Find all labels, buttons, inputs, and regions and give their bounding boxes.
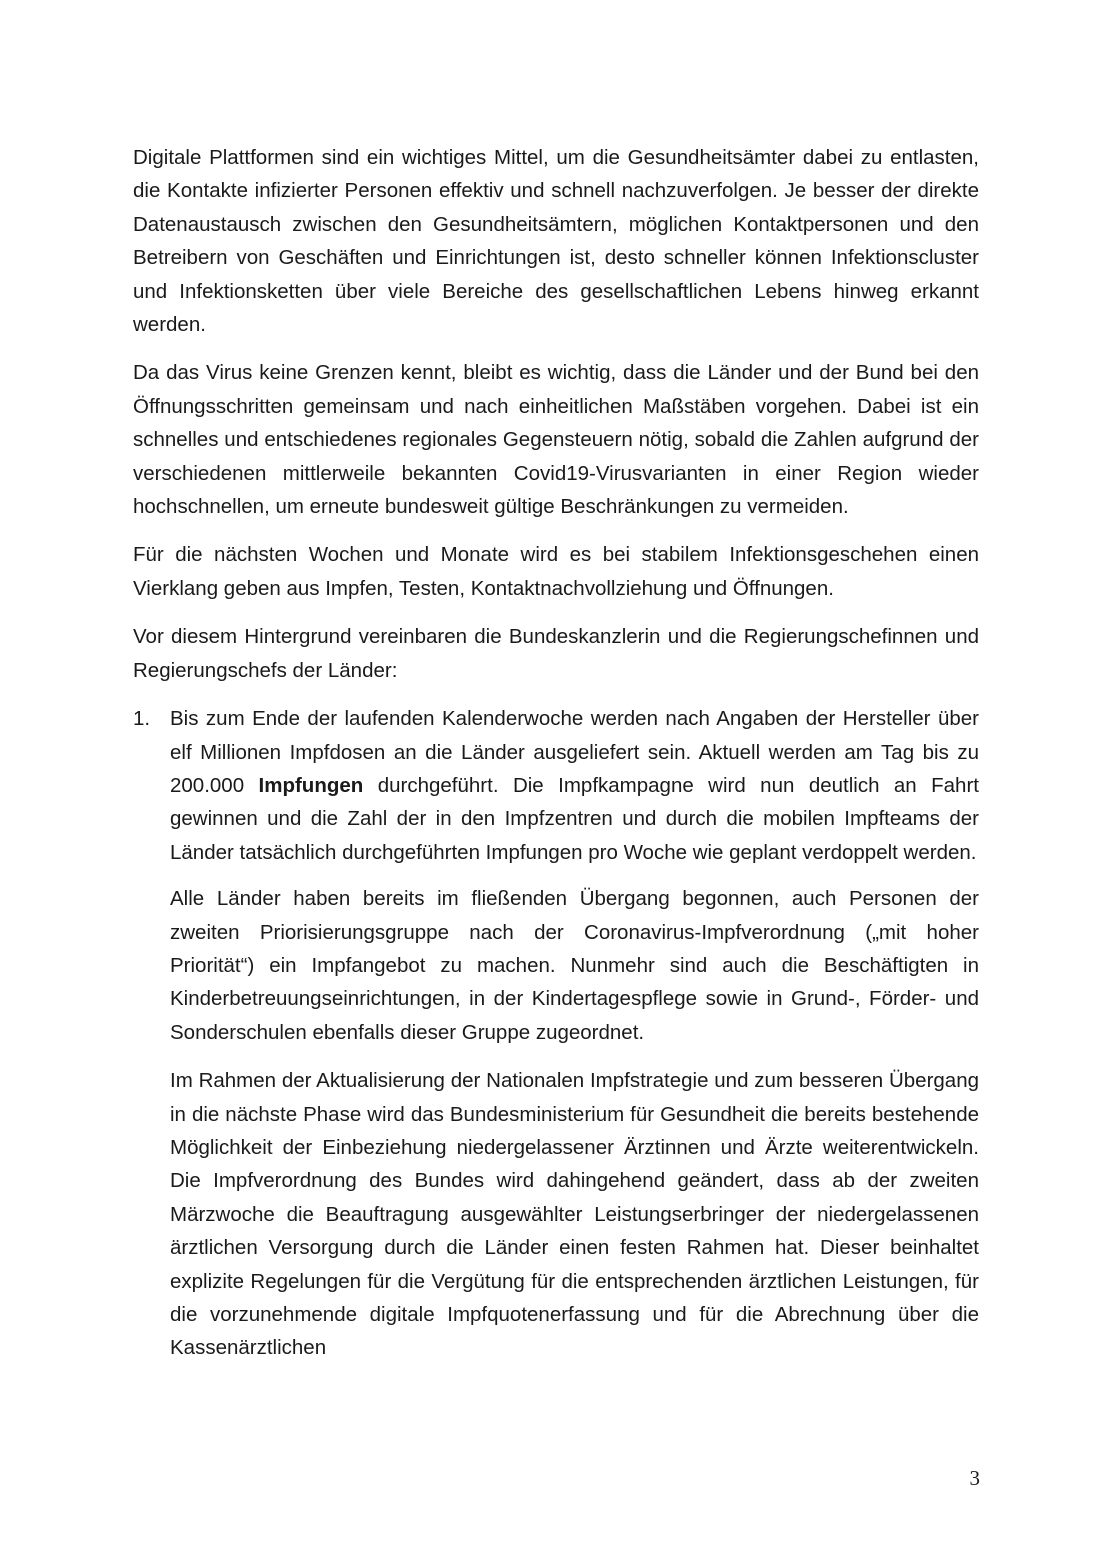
page-number: 3 — [969, 1466, 980, 1490]
document-body — [133, 141, 979, 1365]
list-item-text — [170, 702, 979, 869]
list-item-number: 1. — [133, 707, 151, 731]
paragraph-agreement-intro: Vor diesem Hintergrund vereinbaren die Bundeskanzlerin und die Regierungschefinnen und Regierungschefs der Länder: — [133, 625, 979, 682]
list-item-text-end: durchgeführt. Die Impfkampagne wird nun deutlich an Fahrt gewinnen und die Zahl der in den Impfzentren und durch die mobilen Impfteams der Länder tatsächlich durchgeführten Impfungen pro Woche wie geplant verdoppelt werden. — [170, 773, 979, 864]
list-item-text-start: Bis zum Ende der laufenden Kalenderwoche werden nach Angaben der Hersteller über elf Millionen Impfdosen an die Länder ausgeliefert sein. Aktuell werden am Tag bis zu 200.000 — [170, 707, 979, 797]
paragraph-vaccination-strategy: Im Rahmen der Aktualisierung der Nationalen Impfstrategie und zum besseren Übergang in die nächste Phase wird das Bundesministerium für Gesundheit die bereits bestehende Möglichkeit der Einbeziehung niedergelassener Ärztinnen und Ärzte weiterentwickeln. Die Impfverordnung des Bundes wird dahingehend geändert, dass ab der zweiten Märzwoche die Beauftragung ausgewählter Leistungserbringer der niedergelassenen ärztlichen Versorgung durch die Länder einen festen Rahmen hat. Dieser beinhaltet explizite Regelungen für die Vergütung für die entsprechenden ärztlichen Leistungen, für die vorzunehmende digitale Impfquotenerfassung und für die Abrechnung über die Kassenärztlichen — [170, 1069, 979, 1360]
list-item-1 — [133, 702, 979, 869]
list-item-bold-term: Impfungen — [258, 773, 364, 797]
paragraph-virus-borders: Da das Virus keine Grenzen kennt, bleibt es wichtig, dass die Länder und der Bund bei den Öffnungsschritten gemeinsam und nach einheitlichen Maßstäben vorgehen. Dabei ist ein schnelles und entschiedenes regionales Gegensteuern nötig, sobald die Zahlen aufgrund der verschiedenen mittlerweile bekannten Covid19-Virusvarianten in einer Region wieder hochschnellen, um erneute bundesweit gültige Beschränkungen zu vermeiden. — [133, 361, 979, 519]
paragraph-vierklang: Für die nächsten Wochen und Monate wird es bei stabilem Infektionsgeschehen einen Vierklang geben aus Impfen, Testen, Kontaktnachvollziehung und Öffnungen. — [133, 543, 979, 600]
paragraph-digital-platforms: Digitale Plattformen sind ein wichtiges Mittel, um die Gesundheitsämter dabei zu entlasten, die Kontakte infizierter Personen effektiv und schnell nachzuverfolgen. Je besser der direkte Datenaustausch zwischen den Gesundheitsämtern, möglichen Kontaktpersonen und den Betreibern von Geschäften und Einrichtungen ist, desto schneller können Infektionscluster und Infektionsketten über viele Bereiche des gesellschaftlichen Lebens hinweg erkannt werden. — [133, 146, 979, 337]
paragraph-priority-group: Alle Länder haben bereits im fließenden Übergang begonnen, auch Personen der zweiten Priorisierungsgruppe nach der Coronavirus-Impfverordnung („mit hoher Priorität“) ein Impfangebot zu machen. Nunmehr sind auch die Beschäftigten in Kinderbetreuungseinrichtungen, in der Kindertagespflege sowie in Grund-, Förder- und Sonderschulen ebenfalls dieser Gruppe zugeordnet. — [170, 887, 979, 1044]
